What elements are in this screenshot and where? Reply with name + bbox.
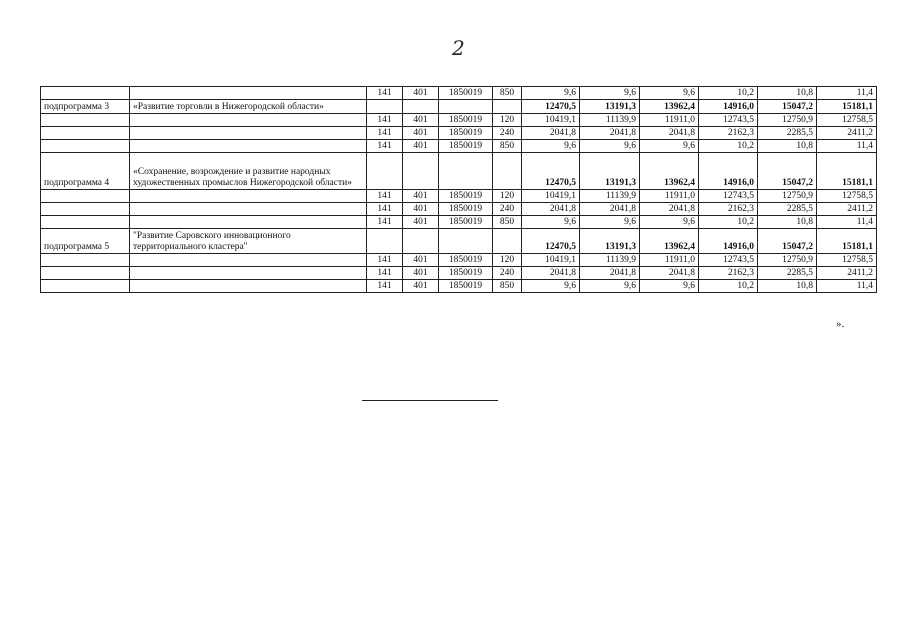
value-cell: 12758,5 xyxy=(817,190,877,203)
name-cell xyxy=(130,203,367,216)
name-cell xyxy=(130,216,367,229)
value-cell: 9,6 xyxy=(522,216,580,229)
code-cell: 1850019 xyxy=(439,127,493,140)
value-cell: 15047,2 xyxy=(758,100,817,114)
code-cell xyxy=(403,229,439,254)
value-cell: 13191,3 xyxy=(580,229,640,254)
code-cell: 240 xyxy=(493,127,522,140)
value-cell: 9,6 xyxy=(522,280,580,293)
value-cell: 2041,8 xyxy=(640,127,699,140)
page-number: 2 xyxy=(452,36,465,60)
value-cell: 10,2 xyxy=(699,140,758,153)
budget-table xyxy=(40,86,877,293)
value-cell: 9,6 xyxy=(640,87,699,100)
code-cell xyxy=(367,100,403,114)
subprogram-row xyxy=(41,153,877,190)
value-cell: 9,6 xyxy=(580,216,640,229)
name-cell xyxy=(130,190,367,203)
code-cell: 401 xyxy=(403,140,439,153)
code-cell: 120 xyxy=(493,190,522,203)
code-cell: 1850019 xyxy=(439,114,493,127)
value-cell: 12758,5 xyxy=(817,114,877,127)
value-cell: 2285,5 xyxy=(758,203,817,216)
value-cell: 2411,2 xyxy=(817,267,877,280)
value-cell: 9,6 xyxy=(522,140,580,153)
code-cell xyxy=(367,153,403,190)
value-cell: 11139,9 xyxy=(580,114,640,127)
code-cell: 401 xyxy=(403,280,439,293)
value-cell: 2162,3 xyxy=(699,127,758,140)
value-cell: 11,4 xyxy=(817,140,877,153)
value-cell: 13962,4 xyxy=(640,100,699,114)
value-cell: 14916,0 xyxy=(699,229,758,254)
name-cell: «Сохранение, возрождение и развитие народных художественных промыслов Нижегородской области» xyxy=(130,153,367,190)
code-cell: 850 xyxy=(493,280,522,293)
name-cell xyxy=(130,114,367,127)
value-cell: 9,6 xyxy=(522,87,580,100)
value-cell: 10,8 xyxy=(758,216,817,229)
value-cell: 2411,2 xyxy=(817,203,877,216)
value-cell: 9,6 xyxy=(580,140,640,153)
name-cell: "Развитие Саровского инновационного территориального кластера" xyxy=(130,229,367,254)
value-cell: 10419,1 xyxy=(522,114,580,127)
value-cell: 10,8 xyxy=(758,87,817,100)
table-row xyxy=(41,190,877,203)
code-cell xyxy=(493,153,522,190)
value-cell: 12758,5 xyxy=(817,254,877,267)
value-cell: 12470,5 xyxy=(522,229,580,254)
value-cell: 12743,5 xyxy=(699,114,758,127)
code-cell: 141 xyxy=(367,114,403,127)
value-cell: 15047,2 xyxy=(758,153,817,190)
table-row xyxy=(41,267,877,280)
code-cell xyxy=(493,100,522,114)
code-cell: 141 xyxy=(367,254,403,267)
value-cell: 2041,8 xyxy=(640,267,699,280)
name-cell xyxy=(130,127,367,140)
table-row xyxy=(41,254,877,267)
value-cell: 12750,9 xyxy=(758,190,817,203)
code-cell xyxy=(367,229,403,254)
code-cell: 1850019 xyxy=(439,203,493,216)
code-cell: 141 xyxy=(367,140,403,153)
code-cell xyxy=(403,100,439,114)
value-cell: 13962,4 xyxy=(640,153,699,190)
subprogram-cell: подпрограмма 5 xyxy=(41,229,130,254)
code-cell: 1850019 xyxy=(439,87,493,100)
value-cell: 12743,5 xyxy=(699,254,758,267)
table-row xyxy=(41,216,877,229)
value-cell: 11,4 xyxy=(817,216,877,229)
divider-line xyxy=(362,400,498,401)
value-cell: 14916,0 xyxy=(699,153,758,190)
code-cell: 141 xyxy=(367,267,403,280)
code-cell: 240 xyxy=(493,203,522,216)
code-cell: 401 xyxy=(403,203,439,216)
code-cell: 240 xyxy=(493,267,522,280)
value-cell: 12743,5 xyxy=(699,190,758,203)
value-cell: 9,6 xyxy=(580,87,640,100)
code-cell: 1850019 xyxy=(439,216,493,229)
value-cell: 15181,1 xyxy=(817,100,877,114)
value-cell: 2041,8 xyxy=(580,267,640,280)
value-cell: 12470,5 xyxy=(522,153,580,190)
subprogram-cell xyxy=(41,190,130,203)
value-cell: 12750,9 xyxy=(758,254,817,267)
subprogram-cell: подпрограмма 4 xyxy=(41,153,130,190)
table-row xyxy=(41,203,877,216)
value-cell: 10,2 xyxy=(699,280,758,293)
code-cell: 850 xyxy=(493,87,522,100)
code-cell: 850 xyxy=(493,216,522,229)
value-cell: 15181,1 xyxy=(817,229,877,254)
code-cell xyxy=(439,100,493,114)
subprogram-cell xyxy=(41,254,130,267)
value-cell: 11139,9 xyxy=(580,190,640,203)
code-cell: 401 xyxy=(403,216,439,229)
name-cell xyxy=(130,280,367,293)
closing-quote: ». xyxy=(836,318,845,330)
value-cell: 2285,5 xyxy=(758,127,817,140)
code-cell: 401 xyxy=(403,267,439,280)
value-cell: 11,4 xyxy=(817,87,877,100)
value-cell: 2162,3 xyxy=(699,203,758,216)
value-cell: 9,6 xyxy=(640,280,699,293)
value-cell: 15047,2 xyxy=(758,229,817,254)
code-cell: 120 xyxy=(493,254,522,267)
value-cell: 13191,3 xyxy=(580,100,640,114)
value-cell: 2041,8 xyxy=(522,267,580,280)
value-cell: 2041,8 xyxy=(640,203,699,216)
code-cell: 401 xyxy=(403,254,439,267)
value-cell: 2411,2 xyxy=(817,127,877,140)
value-cell: 9,6 xyxy=(640,216,699,229)
name-cell xyxy=(130,140,367,153)
value-cell: 11911,0 xyxy=(640,114,699,127)
value-cell: 2162,3 xyxy=(699,267,758,280)
value-cell: 14916,0 xyxy=(699,100,758,114)
code-cell: 1850019 xyxy=(439,254,493,267)
code-cell: 1850019 xyxy=(439,280,493,293)
subprogram-cell xyxy=(41,203,130,216)
value-cell: 11139,9 xyxy=(580,254,640,267)
value-cell: 13191,3 xyxy=(580,153,640,190)
subprogram-cell xyxy=(41,114,130,127)
table-row xyxy=(41,114,877,127)
subprogram-row xyxy=(41,100,877,114)
value-cell: 15181,1 xyxy=(817,153,877,190)
value-cell: 10419,1 xyxy=(522,254,580,267)
name-cell xyxy=(130,254,367,267)
value-cell: 9,6 xyxy=(580,280,640,293)
value-cell: 11,4 xyxy=(817,280,877,293)
name-cell: «Развитие торговли в Нижегородской области» xyxy=(130,100,367,114)
value-cell: 2041,8 xyxy=(580,203,640,216)
value-cell: 13962,4 xyxy=(640,229,699,254)
code-cell: 850 xyxy=(493,140,522,153)
name-cell xyxy=(130,87,367,100)
code-cell: 141 xyxy=(367,216,403,229)
name-cell xyxy=(130,267,367,280)
subprogram-cell xyxy=(41,280,130,293)
subprogram-cell: подпрограмма 3 xyxy=(41,100,130,114)
table-row xyxy=(41,280,877,293)
value-cell: 11911,0 xyxy=(640,190,699,203)
code-cell: 1850019 xyxy=(439,267,493,280)
value-cell: 9,6 xyxy=(640,140,699,153)
code-cell: 141 xyxy=(367,190,403,203)
code-cell: 1850019 xyxy=(439,140,493,153)
value-cell: 10419,1 xyxy=(522,190,580,203)
table-row xyxy=(41,87,877,100)
code-cell xyxy=(439,153,493,190)
value-cell: 10,2 xyxy=(699,87,758,100)
value-cell: 11911,0 xyxy=(640,254,699,267)
code-cell xyxy=(493,229,522,254)
code-cell: 141 xyxy=(367,203,403,216)
subprogram-row xyxy=(41,229,877,254)
code-cell: 141 xyxy=(367,127,403,140)
code-cell: 141 xyxy=(367,280,403,293)
code-cell: 141 xyxy=(367,87,403,100)
code-cell: 401 xyxy=(403,87,439,100)
value-cell: 2041,8 xyxy=(522,127,580,140)
subprogram-cell xyxy=(41,267,130,280)
code-cell: 1850019 xyxy=(439,190,493,203)
code-cell: 120 xyxy=(493,114,522,127)
code-cell: 401 xyxy=(403,190,439,203)
value-cell: 12750,9 xyxy=(758,114,817,127)
subprogram-cell xyxy=(41,87,130,100)
code-cell xyxy=(439,229,493,254)
value-cell: 10,8 xyxy=(758,140,817,153)
code-cell: 401 xyxy=(403,114,439,127)
value-cell: 2041,8 xyxy=(522,203,580,216)
table-row xyxy=(41,127,877,140)
value-cell: 10,8 xyxy=(758,280,817,293)
subprogram-cell xyxy=(41,216,130,229)
subprogram-cell xyxy=(41,140,130,153)
value-cell: 12470,5 xyxy=(522,100,580,114)
value-cell: 2285,5 xyxy=(758,267,817,280)
code-cell: 401 xyxy=(403,127,439,140)
table-row xyxy=(41,140,877,153)
code-cell xyxy=(403,153,439,190)
value-cell: 10,2 xyxy=(699,216,758,229)
subprogram-cell xyxy=(41,127,130,140)
value-cell: 2041,8 xyxy=(580,127,640,140)
